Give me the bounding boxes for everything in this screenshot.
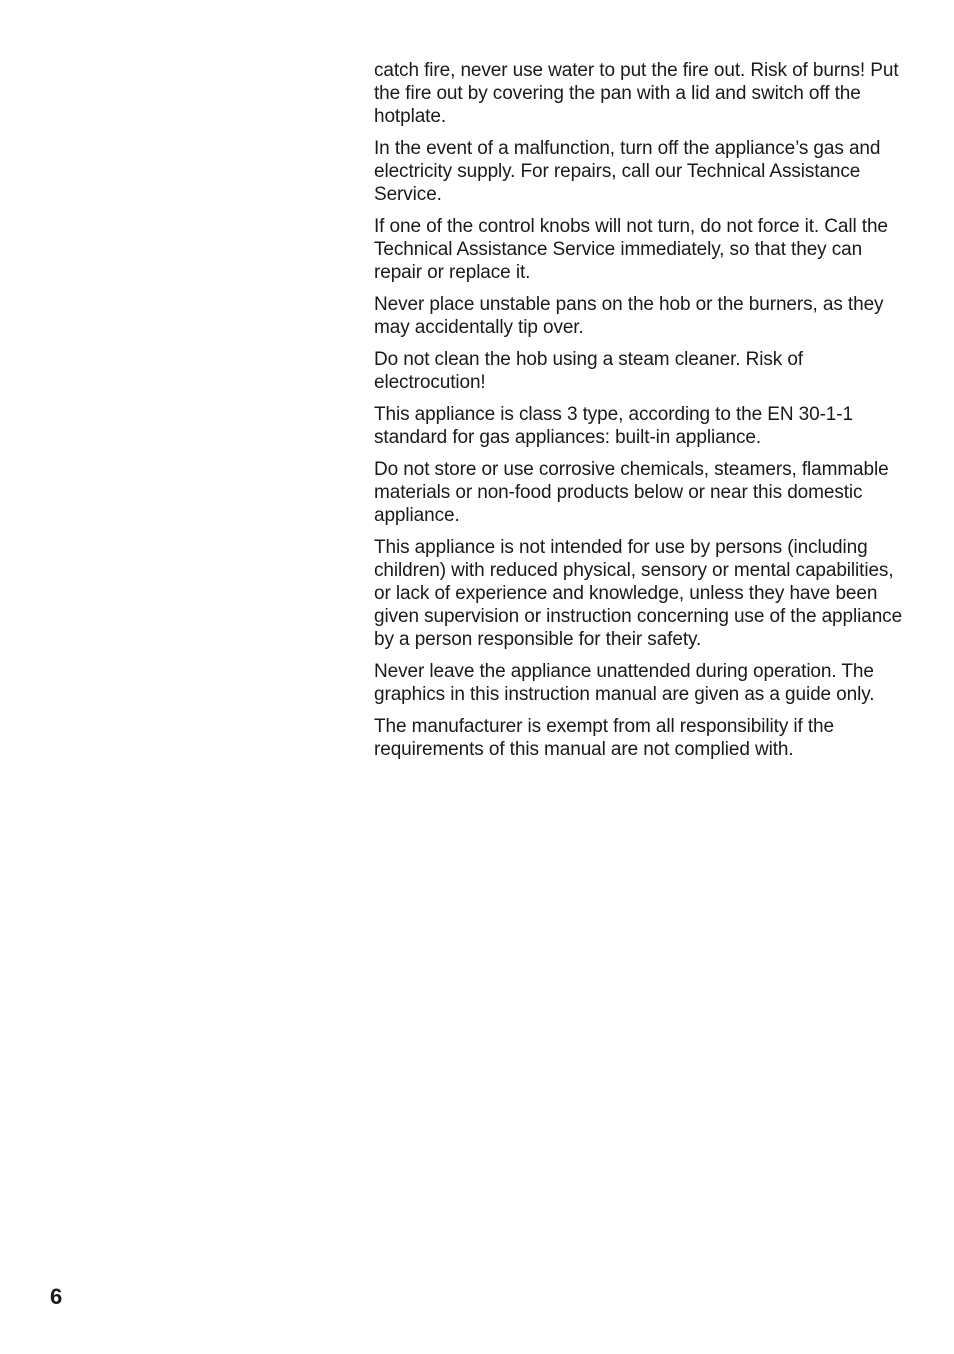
paragraph-steam-cleaner: Do not clean the hob using a steam cleaner. Risk of electrocution!	[374, 349, 803, 393]
paragraph-unattended: Never leave the appliance unattended during operation. The graphics in this instruction manual are given as a guide only.	[374, 661, 875, 705]
paragraph-fire-risk: catch fire, never use water to put the fire out. Risk of burns! Put the fire out by covering the pan with a lid and switch off the hotplate.	[374, 60, 899, 127]
paragraph-unstable-pans: Never place unstable pans on the hob or the burners, as they may accidentally tip over.	[374, 294, 884, 338]
safety-text-column	[374, 59, 914, 770]
paragraph-appliance-class: This appliance is class 3 type, according to the EN 30-1-1 standard for gas appliances: built-in appliance.	[374, 404, 853, 448]
paragraph-persons-use: This appliance is not intended for use by persons (including children) with reduced physical, sensory or mental capabilities, or lack of experience and knowledge, unless they have been given supervision or instruction concerning use of the appliance by a person responsible for their safety.	[374, 537, 903, 650]
paragraph-manufacturer-exempt: The manufacturer is exempt from all responsibility if the requirements of this manual are not complied with.	[374, 716, 834, 760]
paragraph-corrosive-chemicals: Do not store or use corrosive chemicals, steamers, flammable materials or non-food products below or near this domestic appliance.	[374, 459, 889, 526]
page-number: 6	[50, 1284, 63, 1309]
paragraph-malfunction: In the event of a malfunction, turn off the appliance’s gas and electricity supply. For repairs, call our Technical Assistance Service.	[374, 138, 881, 205]
paragraph-control-knobs: If one of the control knobs will not turn, do not force it. Call the Technical Assistance Service immediately, so that they can repair or replace it.	[374, 216, 888, 283]
